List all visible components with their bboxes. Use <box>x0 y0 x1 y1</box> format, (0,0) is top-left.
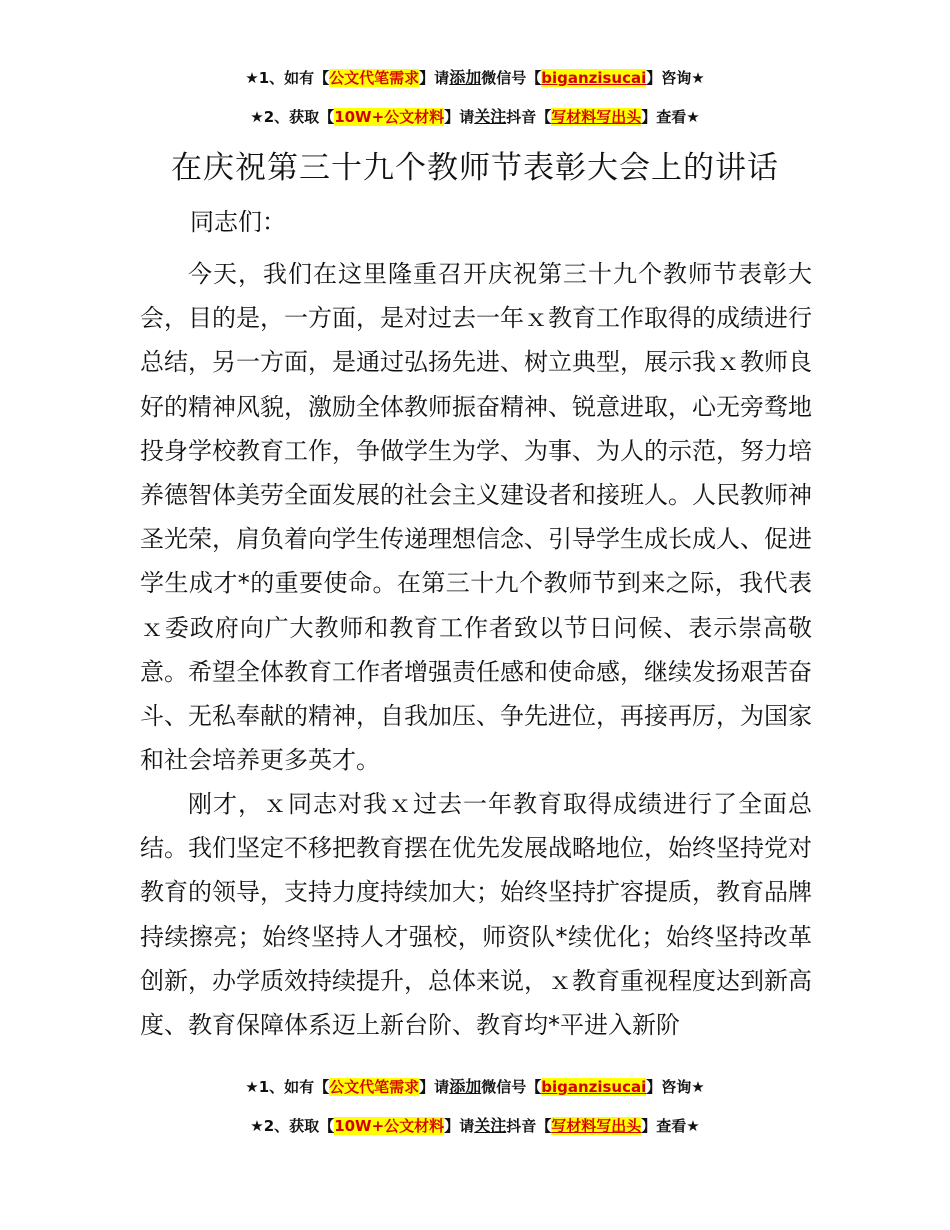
ad-douyin-account: 写材料写出头 <box>551 1117 642 1135</box>
ad-highlight-materials: 10W+公文材料 <box>334 1117 445 1135</box>
paragraph-2: 刚才，ｘ同志对我ｘ过去一年教育取得成绩进行了全面总结。我们坚定不移把教育摆在优先发展战略地位，始终坚持党对教育的领导，支持力度持续加大；始终坚持扩容提质，教育品牌持续擦亮；始终坚持人才强校，师资队*续优化；始终坚持改革创新，办学质效持续提升，总体来说，ｘ教育重视程度达到新高度、教育保障体系迈上新台阶、教育均*平进入新阶 <box>140 790 812 1040</box>
ad-highlight-materials: 10W+公文材料 <box>334 108 445 126</box>
ad-douyin-account: 写材料写出头 <box>551 108 642 126</box>
top-ad-line-2: ★2、获取【10W+公文材料】请关注抖音【写材料写出头】查看★ <box>250 107 700 126</box>
paragraph-1: 今天，我们在这里隆重召开庆祝第三十九个教师节表彰大会，目的是，一方面，是对过去一年ｘ教育工作取得的成绩进行总结，另一方面，是通过弘扬先进、树立典型，展示我ｘ教师良好的精神风貌，激励全体教师振奋精神、锐意进取，心无旁骛地投身学校教育工作，争做学生为学、为事、为人的示范，努力培养德智体美劳全面发展的社会主义建设者和接班人。人民教师神圣光荣，肩负着向学生传递理想信念、引导学生成长成人、促进学生成才*的重要使命。在第三十九个教师节到来之际，我代表ｘ委政府向广大教师和教育工作者致以节日问候、表示崇高敬意。希望全体教育工作者增强责任感和使命感，继续发扬艰苦奋斗、无私奉献的精神，自我加压、争先进位，再接再厉，为国家和社会培养更多英才。 <box>140 260 812 775</box>
ad-wechat-id: biganzisucai <box>541 69 647 87</box>
ad-highlight-service: 公文代笔需求 <box>329 1078 420 1096</box>
bottom-ad-line-2: ★2、获取【10W+公文材料】请关注抖音【写材料写出头】查看★ <box>250 1116 700 1135</box>
salutation: 同志们： <box>190 208 286 236</box>
ad-wechat-id: biganzisucai <box>541 1078 647 1096</box>
bottom-ad-line-1: ★1、如有【公文代笔需求】请添加微信号【biganzisucai】咨询★ <box>245 1077 705 1096</box>
page-title: 在庆祝第三十九个教师节表彰大会上的讲话 <box>171 150 779 186</box>
top-ad-line-1: ★1、如有【公文代笔需求】请添加微信号【biganzisucai】咨询★ <box>245 68 705 87</box>
ad-highlight-service: 公文代笔需求 <box>329 69 420 87</box>
